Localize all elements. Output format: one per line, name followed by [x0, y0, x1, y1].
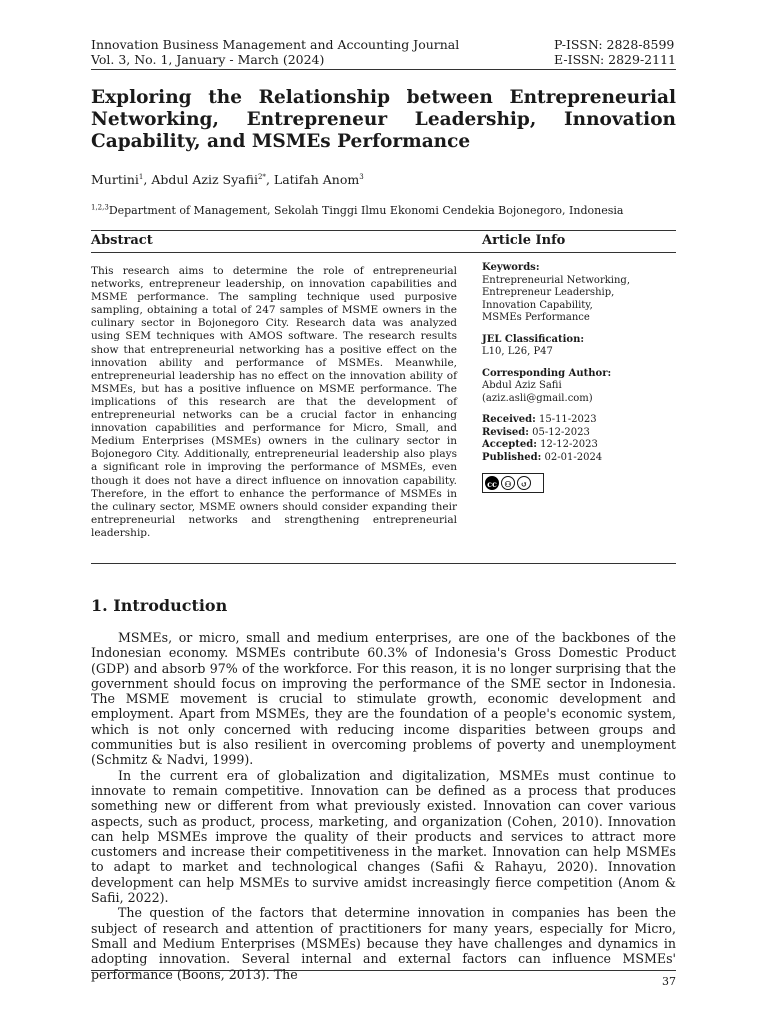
- corresponding-label: Corresponding Author:: [482, 367, 612, 379]
- author-list: Murtini$^1$, Abdul Aziz Syafii$^{2*}$, Latifah Anom$^3$: [91, 172, 364, 187]
- by-icon: ⚇: [501, 476, 515, 490]
- eissn: E-ISSN: 2829-2111: [554, 52, 676, 67]
- footer-divider: [91, 970, 676, 971]
- published-label: Published:: [482, 451, 542, 463]
- abstract-text: This research aims to determine the role of entrepreneurial networks, entrepreneur leadership, on innovation capabilities and MSME performance. The sampling technique used purposive sampling, obtaining a total of 247 samples of MSME owners in the culinary sector in Bojonegoro City. Research data was analyzed using SEM techniques with AMOS software. The research results show that entrepreneurial networking has a positive effect on the innovation ability and performance of MSMEs. Meanwhile, entrepreneurial leadership has no effect on the innovation ability of MSMEs, but has a positive influence on MSME performance. The implications of this research are that the development of entrepreneurial networks can be a crucial factor in enhancing innovation capabilities and performance for Micro, Small, and Medium Enterprises (MSMEs) owners in the culinary sector in Bojonegoro City. Additionally, entrepreneurial leadership also plays a significant role in improving the performance of MSMEs, even though it does not have a direct influence on innovation capability. Therefore, in the effort to enhance the performance of MSMEs in the culinary sector, MSME owners should consider expanding their entrepreneurial networks and strengthening entrepreneurial leadership.: [91, 265, 457, 539]
- published-date: [482, 452, 682, 465]
- jel-codes: L10, L26, P47: [482, 346, 553, 357]
- author-affil-mark: 1: [138, 172, 144, 181]
- pissn: P-ISSN: 2828-8599: [554, 37, 675, 52]
- affiliation-mark: 1,2,3: [91, 203, 109, 212]
- journal-name: Innovation Business Management and Accounting Journal: [91, 37, 460, 52]
- keyword: Entrepreneurial Networking,: [482, 274, 630, 286]
- page-number: 37: [662, 975, 676, 988]
- running-header-right: [554, 37, 676, 67]
- author-name: Latifah Anom: [273, 172, 360, 187]
- keywords-label: Keywords:: [482, 262, 540, 273]
- paragraph: In the current era of globalization and digitalization, MSMEs must continue to innovate to remain competitive. Innovation can be defined as a process that produces something new or different from what previously existed. Innovation can cover various aspects, such as product, process, marketing, and organization (Cohen, 2010). Innovation can help MSMEs improve the quality of their products and services to attract more customers and increase their competitiveness in the market. Innovation can help MSMEs to adapt to market and technological changes (Safii & Rahayu, 2020). Innovation development can help MSMEs to survive amidst increasingly fierce competition (Anom & Safii, 2022).: [91, 767, 676, 906]
- received-date: [482, 414, 682, 427]
- abstract-heading-rule: [91, 252, 676, 253]
- running-header-left: [91, 37, 459, 67]
- abstract-top-rule: [91, 230, 676, 231]
- author-affil-mark: 2*: [257, 172, 266, 181]
- revised-value: 05-12-2023: [532, 426, 590, 438]
- header-divider: [91, 69, 676, 70]
- jel-label: JEL Classification:: [482, 333, 585, 345]
- accepted-label: Accepted:: [482, 439, 537, 450]
- keyword: Innovation Capability,: [482, 299, 593, 311]
- corresponding-author-block: [482, 368, 682, 406]
- accepted-value: 12-12-2023: [540, 439, 598, 450]
- affiliation: [91, 204, 623, 217]
- abstract-bottom-rule: [91, 563, 676, 564]
- article-info: [482, 262, 682, 493]
- introduction-body: [91, 630, 676, 982]
- cc-by-sa-license-icon[interactable]: [482, 473, 544, 493]
- corresponding-name: Abdul Aziz Safii: [482, 380, 562, 391]
- affiliation-text: Department of Management, Sekolah Tinggi Ilmu Ekonomi Cendekia Bojonegoro, Indonesia: [108, 204, 624, 217]
- author-affil-mark: 3: [359, 172, 364, 181]
- article-info-heading: Article Info: [482, 233, 566, 248]
- section-heading-introduction: 1. Introduction: [91, 596, 228, 615]
- paragraph: MSMEs, or micro, small and medium enterprises, are one of the backbones of the Indonesian economy. MSMEs contribute 60.3% of Indonesia's Gross Domestic Product (GDP) and absorb 97% of the workforce. For this reason, it is no longer surprising that the government should focus on improving the performance of the SME sector in Indonesia. The MSME movement is crucial to stimulate growth, economic development and employment. Apart from MSMEs, they are the foundation of a people's economic system, which is not only concerned with reducing income disparities between groups and communities but is also resilient in overcoming problems of poverty and unemployment (Schmitz & Nadvi, 1999).: [91, 630, 676, 768]
- abstract-heading: Abstract: [91, 233, 153, 248]
- keyword: MSMEs Performance: [482, 312, 590, 323]
- sa-icon: ↺: [517, 476, 531, 490]
- keywords-block: [482, 262, 682, 325]
- revised-date: [482, 427, 682, 440]
- received-label: Received:: [482, 414, 536, 425]
- paper-title: Exploring the Relationship between Entrepreneurial Networking, Entrepreneur Leadership, Innovation Capability, and MSMEs Performance: [91, 87, 676, 152]
- published-value: 02-01-2024: [544, 451, 603, 463]
- received-value: 15-11-2023: [538, 414, 597, 425]
- dates-block: [482, 414, 682, 464]
- keyword: Entrepreneur Leadership,: [482, 287, 615, 298]
- revised-label: Revised:: [482, 426, 529, 438]
- jel-block: [482, 334, 682, 359]
- accepted-date: [482, 439, 682, 452]
- author-name: Murtini: [91, 172, 139, 187]
- paragraph: The question of the factors that determine innovation in companies has been the subject of research and attention of practitioners for many years, especially for Micro, Small and Medium Enterprises (MSMEs) because they have challenges and dynamics in adopting innovation. Several internal and external factors can influence MSMEs' performance (Boons, 2013). The: [91, 905, 676, 982]
- author-name: Abdul Aziz Syafii: [151, 172, 258, 187]
- journal-volume: Vol. 3, No. 1, January - March (2024): [91, 52, 325, 67]
- corresponding-email[interactable]: (aziz.asli@gmail.com): [482, 392, 593, 404]
- cc-icon: cc: [485, 476, 499, 490]
